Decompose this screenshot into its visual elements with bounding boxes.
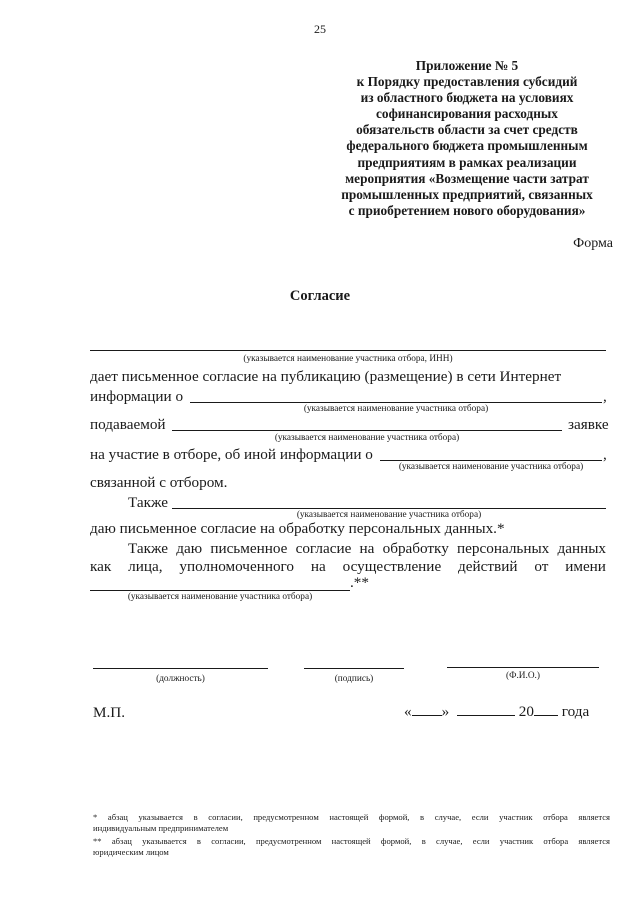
appendix-line: Приложение № 5: [415, 58, 519, 73]
appendix-header: [336, 58, 598, 219]
appendix-line: к Порядку предоставления субсидий: [356, 74, 578, 90]
open-quote: «: [404, 703, 412, 720]
appendix-line: предприятиям в рамках реализации: [357, 154, 577, 170]
year-word: года: [561, 703, 590, 720]
footnote-1-line: * абзац указывается в согласии, предусмотренном настоящей формой, в случае, если участник отбора является: [93, 812, 610, 822]
word: на: [310, 558, 326, 575]
word: от: [534, 558, 549, 575]
footnote-marker: .**: [350, 574, 369, 591]
date-year-field[interactable]: [534, 703, 558, 716]
date-row: [404, 703, 589, 721]
submitted-by-field[interactable]: [172, 430, 562, 431]
footnote-2: [93, 836, 610, 858]
signature-field[interactable]: [304, 668, 404, 669]
hint-participant-name: (указывается наименование участника отбора): [296, 510, 482, 520]
position-field[interactable]: [93, 668, 268, 669]
info-about-label: информации о: [90, 388, 184, 405]
fio-caption: (Ф.И.О.): [506, 671, 540, 681]
close-quote: »: [441, 703, 450, 720]
appendix-line: софинансирования расходных: [376, 106, 558, 122]
consent-text-line: [90, 558, 606, 576]
comma: ,: [603, 388, 607, 405]
appendix-line: федерального бюджета промышленным: [346, 138, 588, 154]
consent-text-line: дает письменное согласие на публикацию (размещение) в сети Интернет: [90, 368, 562, 385]
fio-field[interactable]: [447, 667, 599, 668]
word: осуществление: [342, 558, 442, 575]
date-month-field[interactable]: [457, 703, 515, 716]
seal-label: М.П.: [93, 704, 126, 721]
footnote-1-line: индивидуальным предпринимателем: [93, 823, 229, 833]
document-title: Согласие: [289, 288, 351, 304]
submitted-label: подаваемой: [90, 416, 166, 433]
hint-name-inn: (указывается наименование участника отбора, ИНН): [243, 354, 453, 364]
consent-text-line: даю письменное согласие на обработку персональных данных.*: [90, 520, 505, 537]
comma: ,: [603, 446, 607, 463]
appendix-line: из областного бюджета на условиях: [360, 90, 574, 106]
appendix-line: мероприятия «Возмещение части затрат: [345, 170, 589, 186]
word: уполномоченного: [179, 558, 294, 575]
word: имени: [565, 558, 606, 575]
appendix-line: промышленных предприятий, связанных: [341, 186, 593, 202]
hint-participant-name: (указывается наименование участника отбора): [274, 433, 460, 443]
other-info-field[interactable]: [380, 460, 602, 461]
page-number: 25: [314, 22, 326, 36]
consent-text-line: Также даю письменное согласие на обработку персональных данных: [128, 540, 606, 557]
hint-participant-name: (указывается наименование участника отбора): [303, 404, 489, 414]
other-info-label: на участие в отборе, об иной информации о: [90, 446, 373, 463]
application-label: заявке: [568, 416, 609, 433]
consent-text-line: связанной с отбором.: [90, 474, 228, 491]
word: действий: [458, 558, 518, 575]
appendix-line: обязательств области за счет средств: [356, 122, 578, 138]
appendix-line: с приобретением нового оборудования»: [348, 202, 586, 218]
date-day-field[interactable]: [412, 703, 442, 716]
signature-caption: (подпись): [334, 674, 374, 684]
word: лица,: [128, 558, 163, 575]
footnote-2-line: ** абзац указывается в согласии, предусмотренном настоящей формой, в случае, если участник отбора является: [93, 836, 610, 846]
hint-participant-name: (указывается наименование участника отбора): [398, 462, 584, 472]
form-label: Форма: [573, 236, 613, 251]
also-participant-field[interactable]: [172, 508, 606, 509]
footnote-1: [93, 812, 610, 834]
footnote-2-line: юридическим лицом: [93, 847, 169, 857]
on-behalf-of-field[interactable]: [90, 590, 350, 591]
year-prefix: 20: [518, 703, 534, 720]
word: как: [90, 558, 112, 575]
position-caption: (должность): [156, 674, 205, 684]
info-about-field[interactable]: [190, 402, 602, 403]
also-label: Также: [128, 494, 169, 511]
participant-name-inn-field[interactable]: [90, 350, 606, 351]
hint-participant-name: (указывается наименование участника отбора): [127, 592, 313, 602]
